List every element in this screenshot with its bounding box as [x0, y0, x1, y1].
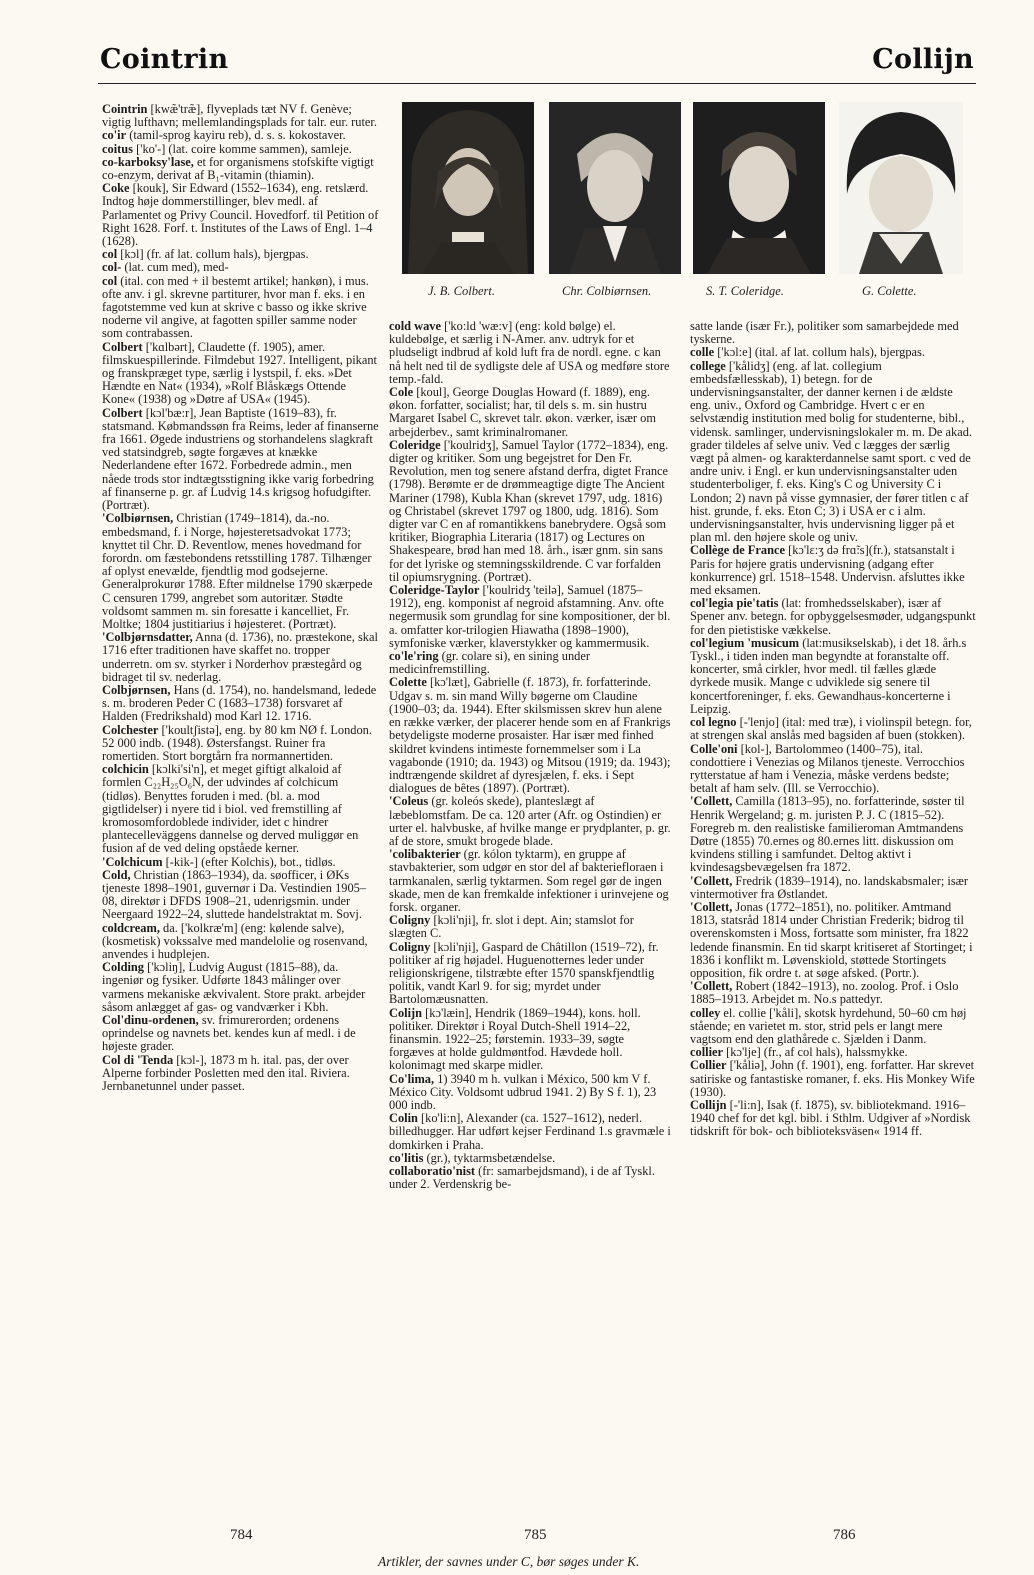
- entry-text: [kouk], Sir Edward (1552–1634), eng. retslærd. Indtog høje dommerstillinger, blev medl. af Parlamentet og Privy Council. Hovedforf. til Petition of Right 1628. Forf. t. Institutes of the Laws of Engl. 1–4 (1628).: [102, 181, 379, 249]
- entry-headword: Coligny: [389, 939, 431, 954]
- entry-text: (lat: fromhedsselskaber), især af Spener anv. betegn. for opbyggelsesmøder, udgangspunkt for den pietistiske vækkelse.: [690, 596, 976, 637]
- dictionary-entry: [690, 544, 976, 597]
- entry-text: (gr.), tyktarmsbetændelse.: [423, 1150, 556, 1165]
- entry-text: [-'li:n], Isak (f. 1875), sv. bibliotekmand. 1916–1940 chef for det kgl. bibl. i Sthlm. Udgiver af »Nordisk tidskrift för bok- och biblioteksväsen« 1914 ff.: [690, 1097, 971, 1139]
- entry-text: [ko'li:n], Alexander (ca. 1527–1612), nederl. billedhugger. Har udført kejser Ferdinand 1.s gravmæle i domkirken i Praha.: [389, 1111, 671, 1152]
- dictionary-entry: [389, 1073, 671, 1113]
- dictionary-entry: [690, 360, 976, 545]
- entry-headword: Collège de France: [690, 543, 785, 558]
- dictionary-entry: [389, 1007, 671, 1073]
- entry-text: Christian (1749–1814), da.-no. embedsmand, f. i Norge, højesteretsadvokat 1773; knyttet til Chr. D. Reventlow, menes hovedmand for forordn. om fæstebondens retsstilling 1787. Tilhænger af oplyst enevælde, fjendtlig mod godsejerne. Generalprokurør 1788. Efter mildnelse 1790 skærpede C censuren 1799, angrebet som autoritær. Stødte voldsomt sammen m. sin foresatte i kancelliet, Fr. Moltke; 1804 justitiarius i højesteret. (Portræt).: [102, 511, 373, 631]
- entry-headword: coldcream,: [102, 920, 160, 935]
- entry-headword: colchicin: [102, 762, 149, 777]
- entry-text: [kɔl'bæ:r], Jean Baptiste (1619–83), fr. statsmand. Købmandssøn fra Reims, leder af finanserne fra 1661. Øgede industriens og storhandelens slagkraft ved statsindgreb, søgte forgæves at knække Nederlandene efter 1672. Forbedrede admin., men nåede trods stor indtægtsstigning ikke varig forbedring af finanserne p. gr. af Ludvig 14.s krigsog hofudgifter. (Portræt).: [102, 405, 379, 513]
- entry-headword: Cole: [389, 385, 414, 400]
- dictionary-entry: [389, 795, 671, 848]
- entry-text: sv. frimurerorden; ordenens oprindelse og navnets bet. kendes kun af medl. i de højeste grader.: [102, 1013, 356, 1054]
- entry-text: [-'lenjo] (ital: med træ), i violinspil betegn. for, at strengen skal anslås med bagsiden af buen (stokken).: [690, 715, 972, 743]
- entry-headword: Colbert: [102, 339, 143, 354]
- entry-headword: Collijn: [690, 1097, 727, 1112]
- dictionary-entry: [690, 597, 976, 637]
- entry-text: ['kɔl:e] (ital. af lat. collum hals), bjergpas.: [714, 345, 925, 360]
- entry-text: (gr. colare si), en sining under medicinfremstilling.: [389, 649, 590, 677]
- entry-text: ['ko:ld 'wæ:v] (eng: kold bølge) el. kuldebølge, et særlig i N-Amer. anv. udtryk for et pludseligt indbrud af kold luft fra de nordl. egne. c kan nå helt ned til de sydligste dele af USA og medføre store temp.-fald.: [389, 319, 670, 386]
- dictionary-entry: [389, 584, 671, 650]
- column-2: [389, 320, 671, 1191]
- dictionary-entry: [389, 848, 671, 914]
- dictionary-entry: [389, 650, 671, 676]
- entry-headword: Col'dinu-ordenen,: [102, 1013, 199, 1028]
- dictionary-entry: [389, 941, 671, 1007]
- entry-headword: Cointrin: [102, 102, 148, 116]
- entry-headword: college: [690, 358, 726, 373]
- entry-headword: colley: [690, 1005, 721, 1020]
- dictionary-entry: [690, 716, 976, 742]
- entry-text: [kol-], Bartolommeo (1400–75), ital. condottiere i Venezias og Milanos tjeneste. Verrocchios rytterstatue af ham i Venezia, måske verdens bedste; betalt af ham selv. (Ill. se Verrocchio).: [690, 741, 965, 796]
- entry-headword: 'Collett,: [690, 979, 733, 994]
- entry-headword: cold wave: [389, 319, 441, 333]
- entry-headword: col: [102, 273, 118, 288]
- entry-headword: 'Collett,: [690, 794, 733, 809]
- dictionary-entry: [690, 743, 976, 796]
- entry-text: da. ['kolkræ'm] (eng: kølende salve), (kosmetisk) vokssalve med mandelolie og rosenvand, anvendes i hudplejen.: [102, 920, 368, 961]
- entry-headword: Colding: [102, 960, 145, 975]
- entry-text: et for organismens stofskifte vigtigt co-enzym, derivat af B₁-vitamin (thiamin).: [102, 154, 374, 183]
- portrait-colbert: [402, 102, 534, 274]
- entry-text: (gr. kólon tyktarm), en gruppe af stavbakterier, som udgør en stor del af bakteriefloraen i tarmkanalen, særlig tyktarmen. Som regel gør de ingen skade, men de kan fremkalde infektioner i urinvejene og forsk. organer.: [389, 847, 669, 914]
- header-rule: [98, 83, 976, 84]
- entry-text: [-kik-] (efter Kolchis), bot., tidløs.: [162, 854, 336, 869]
- entry-headword: Cold,: [102, 867, 131, 882]
- dictionary-entry: [690, 980, 976, 1006]
- entry-text: ['koultʃistə], eng. by 80 km NØ f. London. 52 000 indb. (1948). Østersfangst. Ruiner fra romertiden. Stort borgtårn fra normannertiden.: [102, 722, 372, 763]
- entry-text: [kɔlki'si'n], et meget giftigt alkaloid af formlen C₂₂H₂₅O₆N, der udvindes af colchicum (tidløs). Benyttes foruden i med. (bl. a. mod gigtlidelser) i nyere tid i biol. ved fremstilling af kromosomfordoblede individer, idet c hindrer plantecelleväggens dannelse og derved muliggør en fusion af de ved deling opståede kerner.: [102, 762, 359, 856]
- entry-text: [kɔ'lje] (fr., af col hals), halssmykke.: [723, 1045, 908, 1060]
- entry-headword: Coke: [102, 181, 130, 196]
- dictionary-entry: [389, 1112, 671, 1152]
- entry-headword: Colbjørnsen,: [102, 682, 171, 697]
- entry-text: [kɔ'lɛ:ʒ də frɑ̃:s](fr.), statsanstalt i Paris for højere gratis undervisning (adgang efter konkurrence) grl. 1518–1548. Undervisn. afsluttes ikke med eksamen.: [690, 543, 965, 598]
- entry-text: Anna (d. 1736), no. præstekone, skal 1716 efter traditionen have skaffet no. tropper underretn. om sv. styrker i Norderhov præstegård og bidraget til sv. nederlag.: [102, 630, 378, 684]
- entry-text: (ital. con med + il bestemt artikel; hankøn), i mus. ofte anv. i gl. skrevne partiturer, hvor man f. eks. i en fagotstemme ved kun at skrive c basso og ikke skrive noderne vil angive, at fagotten spiller samme noder som contrabassen.: [102, 273, 369, 341]
- entry-text: Christian (1863–1934), da. søofficer, i ØKs tjeneste 1898–1901, guvernør i Da. Vestindien 1905–08, direktør i DFDS 1908–21, udenrigsmin. under Neergaard 1922–24, sluttede handelstraktat m. Sovj.: [102, 867, 367, 922]
- entry-text: Hans (d. 1754), no. handelsmand, ledede s. m. broderen Peder C (1683–1738) forsvaret af Halden (Fredrikshald) mod Karl 12. 1716.: [102, 682, 377, 724]
- dictionary-entry: [389, 439, 671, 584]
- entry-text: ['kåliə], John (f. 1901), eng. forfatter. Har skrevet satiriske og fantastiske romaner, f. eks. His Monkey Wife (1930).: [690, 1058, 975, 1099]
- entry-headword: Coligny: [389, 913, 431, 928]
- entry-headword: co'le'ring: [389, 649, 439, 664]
- entry-text: (fr: samarbejdsmand), i de af Tyskl. under 2. Verdenskrig be-: [389, 1164, 655, 1192]
- dictionary-entry: [102, 275, 380, 341]
- column-1: [102, 103, 380, 1093]
- dictionary-entry: [102, 684, 380, 724]
- entry-text: [kwæ̃'træ̃], flyveplads tæt NV f. Genève; vigtig lufthavn; mellemlandingsplads for talr. eur. ruter.: [102, 102, 377, 130]
- entry-headword: col'legium 'musicum: [690, 635, 800, 650]
- dictionary-entry: [690, 795, 976, 874]
- dictionary-entry: [102, 341, 380, 407]
- dictionary-entry: [102, 156, 380, 182]
- entry-headword: co'ir: [102, 128, 127, 143]
- entry-headword: 'Colchicum: [102, 854, 163, 869]
- entry-headword: Colchester: [102, 722, 159, 737]
- entry-headword: collaboratio'nist: [389, 1164, 476, 1178]
- entry-text: [kɔli'nji], Gaspard de Châtillon (1519–72), fr. politiker af rig højadel. Huguenotternes leder under religionskrigene, tilstræbte efter 1570 spanskfjendtlig politik, vandt Karl 9. for sig; myrdet under Bartolomæusnatten.: [389, 939, 659, 1007]
- entry-text: el. collie ['kåli], skotsk hyrdehund, 50–60 cm høj stående; en varietet m. stor, strid pels er langt mere vagtsom end den glathårede c. Sjælden i Danm.: [690, 1005, 967, 1046]
- entry-headword: col legno: [690, 715, 737, 730]
- column-3: [690, 320, 976, 1139]
- entry-headword: 'Colbjørnsdatter,: [102, 630, 193, 645]
- page-number-784: 784: [230, 1527, 253, 1543]
- entry-headword: colle: [690, 345, 715, 360]
- portrait-strip: [402, 102, 962, 302]
- entry-headword: Colette: [389, 675, 427, 690]
- entry-text: [kɔ'læin], Hendrik (1869–1944), kons. holl. politiker. Direktør i Royal Dutch-Shell 1914–22, finansmin. 1922–25; førstemin. 1933–39, søgte forgæves at holde guldmøntfod. Hævdede holl. kolonimagt med skarpe midler.: [389, 1005, 641, 1073]
- dictionary-entry: [690, 1059, 976, 1099]
- entry-text: [kɔ'læt], Gabrielle (f. 1873), fr. forfatterinde. Udgav s. m. sin mand Willy bøgerne om Claudine (1900–03; da. 1944). Efter skilsmissen skrev hun alene en række værker, der placerer hende som en af Frankrigs betydeligste moderne prosaister. Har især med finhed skildret kvindens intimeste fornemmelser som i La vagabonde (1910; da. 1943) og Mitsou (1919; da. 1943); indtrængende skildret af dyresjælen, f. eks. i Sept dialogues de bêtes (1897). (Portræt).: [389, 675, 671, 796]
- page-number-786: 786: [833, 1527, 856, 1543]
- footer-note: Artikler, der savnes under C, bør søges under K.: [378, 1554, 640, 1569]
- entry-text: Camilla (1813–95), no. forfatterinde, søster til Henrik Wergeland; g. m. juristen P. J. C (1815–52). Foregreb m. den realistiske familieroman Amtmandens Døtre (1855) 70.ernes og 80.ernes litt. diskussion om kvindens stilling i samfundet. Deltog aktivt i kvindesagsbevægelsen fra 1872.: [690, 794, 965, 875]
- entry-headword: 'Collett,: [690, 899, 733, 914]
- dictionary-entry: [690, 1007, 976, 1047]
- entry-headword: Co'lima,: [389, 1071, 435, 1086]
- entry-text: [kɔl] (fr. af lat. collum hals), bjergpas.: [117, 247, 309, 262]
- dictionary-entry: [389, 676, 671, 795]
- entry-headword: Col di 'Tenda: [102, 1052, 174, 1067]
- page-number-785: 785: [524, 1527, 547, 1543]
- entry-headword: coitus: [102, 141, 133, 156]
- entry-text: Jonas (1772–1851), no. politiker. Amtmand 1813, statsråd 1814 under Christian Frederik; bidrog til overenskomsten i Moss, fortsatte som minister, fra 1822 ledende finansmin. En tid skarpt kritiseret af Stortinget; i 1836 i konflikt m. Løvenskiold, støttede Stortingets opposition, fik ordre t. at søge afsked. (Portr.).: [690, 899, 973, 980]
- entry-text: satte lande (især Fr.), politiker som samarbejdede med tyskerne.: [690, 319, 959, 347]
- dictionary-entry: [102, 763, 380, 855]
- entry-headword: col'legia pie'tatis: [690, 596, 779, 611]
- entry-text: Robert (1842–1913), no. zoolog. Prof. i Oslo 1885–1913. Arbejdet m. No.s pattedyr.: [690, 979, 959, 1007]
- dictionary-entry: [690, 1099, 976, 1139]
- entry-headword: col-: [102, 260, 122, 275]
- entry-text: 1) 3940 m h. vulkan i México, 500 km V f. México City. Voldsomt udbrud 1941. 2) By S f. 1), 23 000 indb.: [389, 1071, 657, 1112]
- entry-headword: Coleridge-Taylor: [389, 583, 480, 598]
- entry-text: (lat:musikselskab), i det 18. årh.s Tyskl., i tiden inden man begyndte at foranstalte off. koncerter, små cirkler, hvor medl. til fælles glæde dyrkede musik. Mange c udviklede sig senere til koncertforeninger, f. eks. Gewandhaus-koncerterne i Leipzig.: [690, 635, 967, 716]
- entry-text: ['koulridʒ 'teilə], Samuel (1875–1912), eng. komponist af negroid afstamning. Anv. ofte negermusik som grundlag for sine kompositioner, der bl. a. omfatter kor-trilogien Hiawatha (1898–1900), symfoniske værker, klaverstykker og kammermusik.: [389, 583, 671, 650]
- entry-text: ['kɔliŋ], Ludvig August (1815–88), da. ingeniør og fysiker. Udførte 1843 målinger over varmens mekaniske ækvivalent. Store prakt. arbejder såsom anlægget af gas- og vandværker i Kbh.: [102, 960, 366, 1014]
- entry-text: (lat. cum med), med-: [121, 260, 229, 275]
- entry-headword: co-karboksy'lase,: [102, 154, 194, 169]
- dictionary-entry: [102, 1054, 380, 1094]
- entry-headword: Collier: [690, 1058, 727, 1073]
- entry-headword: 'colibakterier: [389, 847, 461, 862]
- entry-headword: 'Colbiørnsen,: [102, 511, 174, 526]
- entry-text: (gr. koleós skede), planteslægt af læbeblomstfam. De ca. 120 arter (Afr. og Ostindien) er urter el. halvbuske, af hvilke mange er prydplanter, p. gr. af de store, smukt brogede blade.: [389, 794, 671, 848]
- dictionary-entry: [102, 869, 380, 922]
- entry-headword: col: [102, 247, 118, 262]
- dictionary-entry: [102, 512, 380, 631]
- caption-colbert: J. B. Colbert.: [428, 284, 496, 298]
- portrait-coleridge: [693, 102, 825, 274]
- dictionary-entry: [102, 631, 380, 684]
- portrait-colette: [839, 102, 963, 274]
- entry-headword: Colin: [389, 1111, 418, 1126]
- entry-text: ['ko'-] (lat. coire komme sammen), samleje.: [132, 141, 352, 156]
- dictionary-entry: [389, 386, 671, 439]
- dictionary-entry: [690, 637, 976, 716]
- running-head-left: Cointrin: [100, 44, 229, 75]
- portrait-colbiornsen: [549, 102, 681, 274]
- dictionary-entry: [389, 914, 671, 940]
- entry-headword: co'litis: [389, 1150, 424, 1165]
- entry-headword: 'Coleus: [389, 794, 429, 809]
- entry-headword: Colijn: [389, 1005, 423, 1020]
- entry-headword: Colle'oni: [690, 741, 738, 756]
- entry-text: ['kålidʒ] (eng. af lat. collegium embedsfællesskab), 1) betegn. for de undervisningsanstalter, der danner kernen i de ældste eng. univ., Oxford og Cambridge. Hvert c er en selvstændig institution med bolig for studenterne, bibl., vidensk. samlinger, undervisningslokaler m. m. De akad. grader tildeles af selve univ. Ved c lægges der særlig vægt på almen- og karakterdannelse samt sport. c ved de andre univ. i Engl. er kun undervisningsanstalter uden studenterboliger, f. eks. King's C og University C i London; 2) navn på visse gymnasier, der fører titlen c af hist. grunde, f. eks. Eton C; 3) i USA er c i alm. undervisningsanstalter, hvis undervisning ligger på et plan ml. den højere skole og univ.: [690, 358, 973, 545]
- dictionary-entry: [102, 182, 380, 248]
- entry-text: (tamil-sprog kayiru reb), d. s. s. kokostaver.: [126, 128, 346, 143]
- entry-text: ['kɑlbərt], Claudette (f. 1905), amer. filmskuespillerinde. Filmdebut 1927. Intelligent, pikant og franskpræget type, særlig i lystspil, f. eks. »Det Hændte en Nat« (1934), »Rolf Blåskægs Ottende Kone« (1938) og »Døtre af USA« (1945).: [102, 339, 377, 407]
- entry-text: Fredrik (1839–1914), no. landskabsmaler; især vintermotiver fra Østlandet.: [690, 873, 969, 901]
- dictionary-entry: [102, 961, 380, 1014]
- dictionary-entry: [389, 1165, 671, 1191]
- entry-text: [kɔl-], 1873 m h. ital. pas, der over Alperne forbinder Posletten med den ital. Riviera. Jernbanetunnel under passet.: [102, 1052, 350, 1094]
- running-head-right: Collijn: [872, 44, 974, 75]
- entry-headword: 'Collett,: [690, 873, 733, 888]
- entry-text: [koul], George Douglas Howard (f. 1889), eng. økon. forfatter, socialist; har, til dels s. m. sin hustru Margaret Isabel C, skrevet talr. økon. værker, især om arbejderbev., samt kriminalromaner.: [389, 385, 656, 439]
- dictionary-entry: [102, 724, 380, 764]
- entry-headword: Colbert: [102, 405, 143, 420]
- entry-text: [kɔli'nji], fr. slot i dept. Ain; stamslot for slægten C.: [389, 913, 634, 941]
- dictionary-entry: [102, 922, 380, 962]
- dictionary-entry: [690, 320, 976, 346]
- entry-text: ['koulridʒ], Samuel Taylor (1772–1834), eng. digter og kritiker. Som ung begejstret for Den Fr. Revolution, men tog senere afstand derfra, digtet France (1798). Berømte er de drømmeagtige digte The Ancient Mariner (1798), Kubla Khan (skrevet 1797, udg. 1816) og Christabel (skrevet 1797 og 1800, udg. 1816). Som digter var C en af romantikkens banebrydere. Også som kritiker, Biographia Literaria (1817) og Lectures on Shakespeare, brød han med 18. årh., især gnm. sin sans for det lyriske og stemningsskildrende. C var forfalden til opiumsrygning. (Portræt).: [389, 437, 669, 584]
- entry-headword: collier: [690, 1045, 724, 1060]
- dictionary-entry: [389, 320, 671, 386]
- dictionary-entry: [102, 1014, 380, 1054]
- caption-coleridge: S. T. Coleridge.: [706, 284, 784, 298]
- caption-colbiornsen: Chr. Colbiørnsen.: [562, 284, 652, 298]
- entry-headword: Coleridge: [389, 437, 441, 452]
- dictionary-entry: [690, 875, 976, 901]
- dictionary-entry: [102, 103, 380, 129]
- dictionary-entry: [102, 407, 380, 513]
- dictionary-entry: [690, 901, 976, 980]
- caption-colette: G. Colette.: [862, 284, 917, 298]
